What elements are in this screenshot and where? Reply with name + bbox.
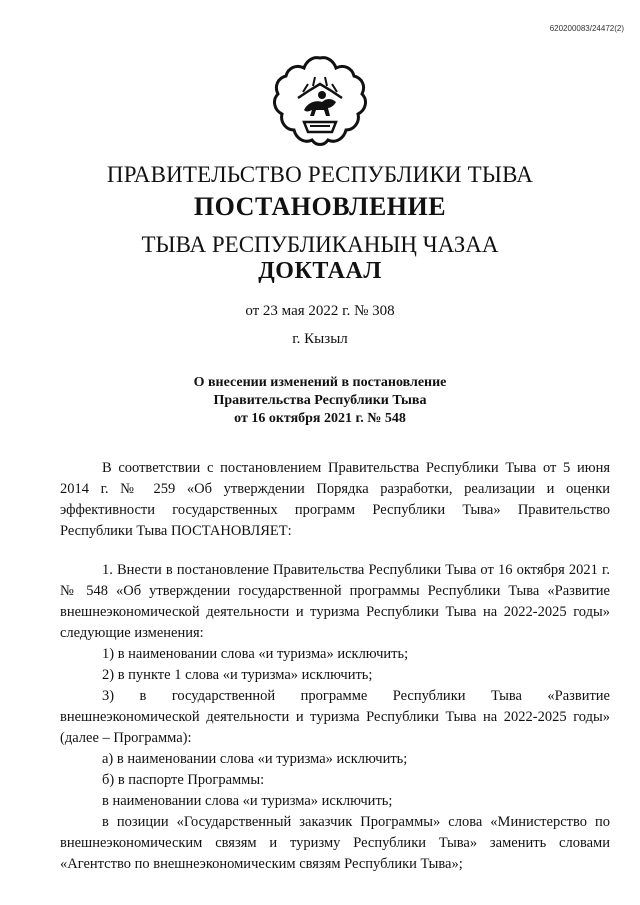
document-body bbox=[60, 458, 610, 875]
paragraph-subitem: 2) в пункте 1 слова «и туризма» исключить; bbox=[102, 667, 373, 683]
paragraph-subitem: 3) в государственной программе Республики Тыва «Развитие внешнеэкономической деятельности и туризма Республики Тыва на 2022-2025 годы» (далее – Программа): bbox=[60, 688, 610, 746]
subject-line: Правительства Республики Тыва bbox=[213, 393, 427, 408]
resolution-date: от 23 мая 2022 г. № 308 bbox=[245, 303, 395, 319]
paragraph-subitem: б) в паспорте Программы: bbox=[102, 772, 265, 788]
resolution-title-tyv: ДОКТААЛ bbox=[258, 258, 382, 284]
paragraph-subitem: в наименовании слова «и туризма» исключить; bbox=[102, 793, 393, 809]
resolution-title-ru: ПОСТАНОВЛЕНИЕ bbox=[193, 192, 447, 221]
paragraph-preamble: В соответствии с постановлением Правительства Республики Тыва от 5 июня 2014 г. № 259 «Об утверждении Порядка разработки, реализации и оценки эффективности государственных программ Республики Тыва» Правительство Республики Тыва ПОСТАНОВЛЯЕТ: bbox=[60, 460, 610, 539]
paragraph-item-1: 1. Внести в постановление Правительства Республики Тыва от 16 октября 2021 г. № 548 «Об утверждении государственной программы Республики Тыва «Развитие внешнеэкономической деятельности и туризма Республики Тыва на 2022-2025 годы» следующие изменения: bbox=[60, 562, 610, 641]
government-title-ru: ПРАВИТЕЛЬСТВО РЕСПУБЛИКИ ТЫВА bbox=[106, 162, 534, 187]
resolution-subject bbox=[0, 374, 640, 428]
resolution-city: г. Кызыл bbox=[292, 331, 348, 347]
document-registration-number: 620200083/24472(2) bbox=[549, 24, 624, 33]
paragraph-subitem: а) в наименовании слова «и туризма» исключить; bbox=[102, 751, 408, 767]
paragraph-subitem: 1) в наименовании слова «и туризма» исключить; bbox=[102, 646, 409, 662]
subject-line: О внесении изменений в постановление bbox=[193, 375, 447, 390]
paragraph-subitem: в позиции «Государственный заказчик Программы» слова «Министерство по внешнеэкономическим связям и туризму Республики Тыва» заменить словами «Агентство по внешнеэкономическим связям Республики Тыва»; bbox=[60, 814, 610, 872]
government-title-tyv: ТЫВА РЕСПУБЛИКАНЫҢ ЧАЗАА bbox=[141, 232, 499, 257]
subject-line: от 16 октября 2021 г. № 548 bbox=[234, 411, 406, 426]
tuva-coat-of-arms-icon bbox=[270, 50, 370, 150]
